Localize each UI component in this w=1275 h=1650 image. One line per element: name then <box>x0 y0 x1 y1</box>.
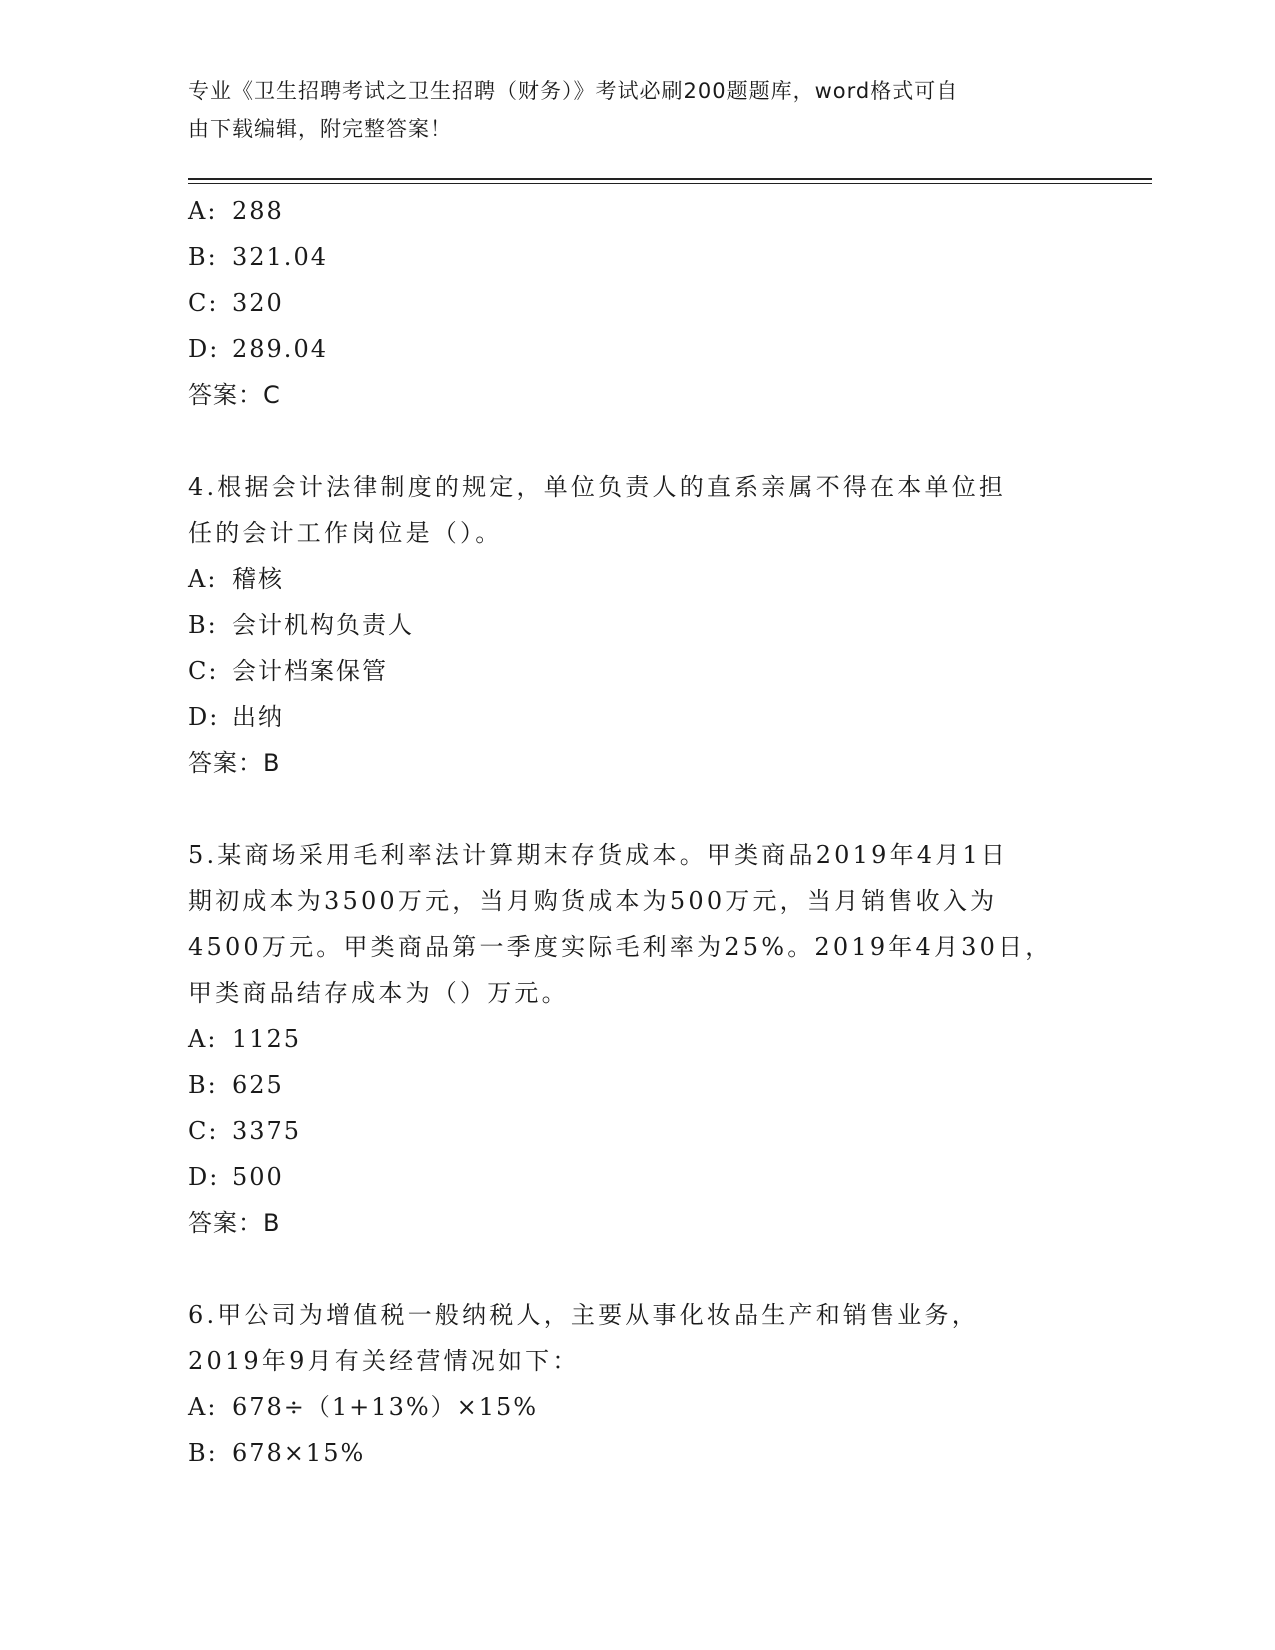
header-line-2: 由下载编辑，附完整答案！ <box>188 117 452 141</box>
question-5 <box>188 832 1088 1246</box>
option-a: A: 288 <box>188 197 284 225</box>
question-4 <box>188 464 1088 786</box>
answer: 答案：B <box>188 1209 281 1237</box>
option-c: C: 会计档案保管 <box>188 657 388 685</box>
question-text-line: 4.根据会计法律制度的规定，单位负责人的直系亲属不得在本单位担 <box>188 473 1007 501</box>
answer: 答案：B <box>188 749 281 777</box>
option-a: A: 678÷（1+13%）×15% <box>188 1393 539 1421</box>
question-text-line: 4500万元。甲类商品第一季度实际毛利率为25%。2019年4月30日， <box>188 933 1053 961</box>
option-b: B: 会计机构负责人 <box>188 611 414 639</box>
option-c: C: 320 <box>188 289 284 317</box>
spacer <box>188 786 1088 832</box>
option-a: A: 稽核 <box>188 565 284 593</box>
option-d: D: 500 <box>188 1163 284 1191</box>
header-rule-thin <box>188 183 1152 184</box>
header-rule-thick <box>188 178 1152 180</box>
document-header <box>188 72 1068 148</box>
option-d: D: 出纳 <box>188 703 284 731</box>
option-c: C: 3375 <box>188 1117 302 1145</box>
spacer <box>188 1246 1088 1292</box>
question-3 <box>188 188 1088 418</box>
question-text-line: 甲类商品结存成本为（）万元。 <box>188 979 569 1007</box>
option-b: B: 321.04 <box>188 243 328 271</box>
option-b: B: 678×15% <box>188 1439 366 1467</box>
question-text-line: 6.甲公司为增值税一般纳税人，主要从事化妆品生产和销售业务， <box>188 1301 979 1329</box>
header-line-1: 专业《卫生招聘考试之卫生招聘（财务）》考试必刷200题题库，word格式可自 <box>188 79 959 103</box>
question-text-line: 期初成本为3500万元，当月购货成本为500万元，当月销售收入为 <box>188 887 998 915</box>
question-list <box>188 188 1088 1476</box>
spacer <box>188 418 1088 464</box>
question-text-line: 任的会计工作岗位是（）。 <box>188 519 503 547</box>
option-d: D: 289.04 <box>188 335 328 363</box>
question-text-line: 2019年9月有关经营情况如下： <box>188 1347 580 1375</box>
question-text-line: 5.某商场采用毛利率法计算期末存货成本。甲类商品2019年4月1日 <box>188 841 1009 869</box>
answer: 答案：C <box>188 381 281 409</box>
option-a: A: 1125 <box>188 1025 302 1053</box>
option-b: B: 625 <box>188 1071 284 1099</box>
question-6 <box>188 1292 1088 1476</box>
